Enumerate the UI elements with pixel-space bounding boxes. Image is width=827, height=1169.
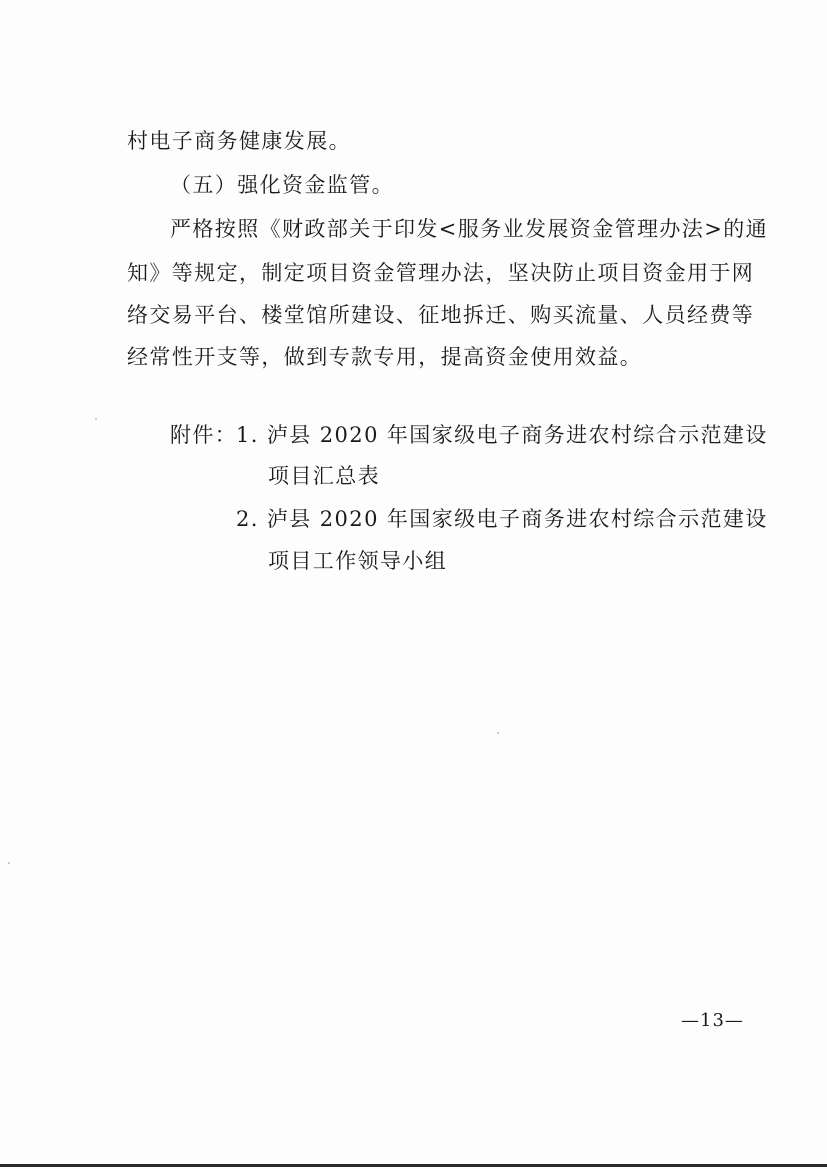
- scan-speck: [8, 862, 10, 864]
- page-number: —13—: [681, 1010, 744, 1031]
- paragraph-line: 经常性开支等，做到专款专用，提高资金使用效益。: [127, 345, 643, 369]
- attachment-item-2: 2. 泸县 2020 年国家级电子商务进农村综合示范建设: [236, 507, 768, 531]
- scan-bottom-edge: [0, 1164, 827, 1167]
- attachment-item-1-continued: 项目汇总表: [268, 464, 380, 488]
- attachment-item-2-continued: 项目工作领导小组: [268, 549, 448, 573]
- scan-speck: [497, 732, 499, 734]
- body-line-continuation: 村电子商务健康发展。: [127, 129, 351, 153]
- scan-speck: [95, 418, 97, 420]
- paragraph-line: 严格按照《财政部关于印发<服务业发展资金管理办法>的通: [170, 217, 768, 241]
- section-heading: （五）强化资金监管。: [170, 173, 394, 197]
- attachment-item-1: 1. 泸县 2020 年国家级电子商务进农村综合示范建设: [236, 423, 768, 447]
- paragraph-line: 知》等规定，制定项目资金管理办法，坚决防止项目资金用于网: [127, 261, 755, 285]
- paragraph-line: 络交易平台、楼堂馆所建设、征地拆迁、购买流量、人员经费等: [127, 303, 755, 327]
- attachments-label: 附件：: [170, 423, 238, 447]
